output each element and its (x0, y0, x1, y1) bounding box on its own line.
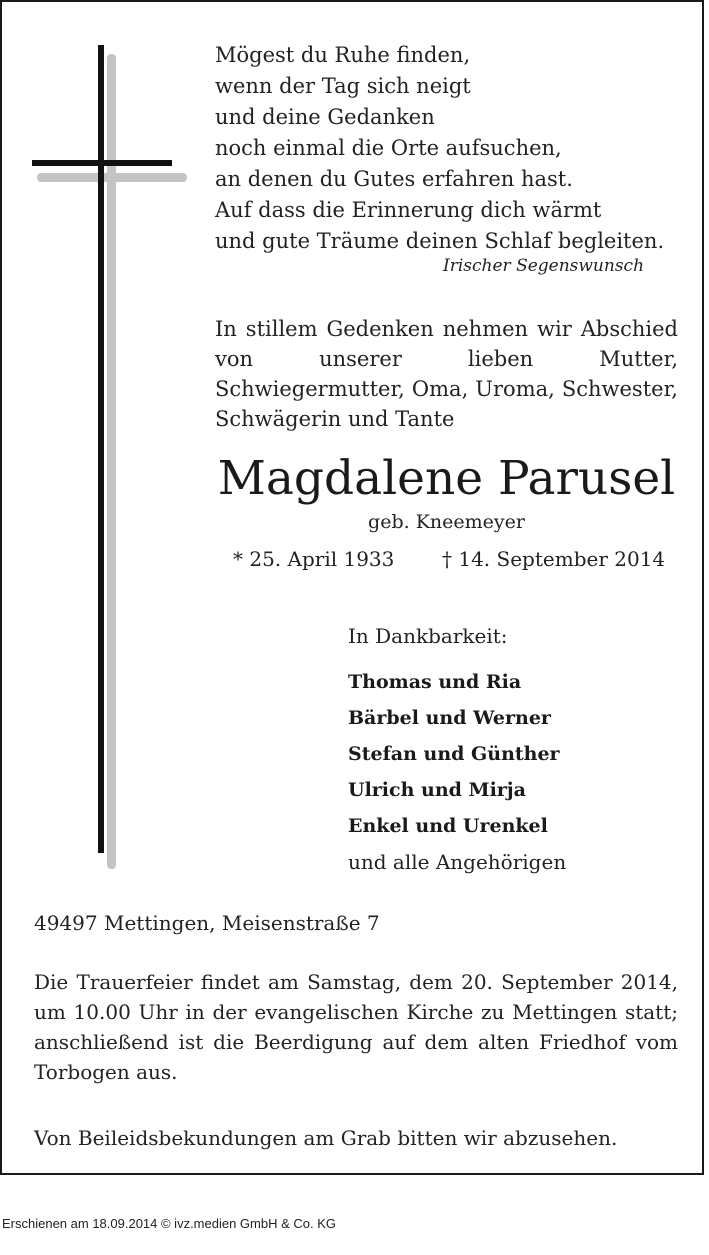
mourner-name: Ulrich und Mirja (348, 779, 526, 801)
mourners-list (348, 664, 566, 880)
condolence-note: Von Beileidsbekundungen am Grab bitten wir abzusehen. (34, 1126, 618, 1150)
mourner-name: Enkel und Urenkel (348, 815, 548, 837)
deceased-name: Magdalene Parusel (217, 451, 676, 506)
cross-horizontal-bar (32, 160, 172, 166)
publication-footer: Erschienen am 18.09.2014 © ivz.medien GmbH & Co. KG (2, 1216, 337, 1231)
poem-line: an denen du Gutes erfahren hast. (215, 167, 573, 191)
maiden-name: geb. Kneemeyer (368, 511, 525, 533)
ceremony-info: Die Trauerfeier findet am Samstag, dem 20. September 2014, um 10.00 Uhr in der evangelischen Kirche zu Mettingen statt; anschließend ist die Beerdigung auf dem alten Friedhof vom Torbogen aus. (34, 970, 678, 1084)
poem-line: noch einmal die Orte aufsuchen, (215, 136, 562, 160)
poem-source: Irischer Segenswunsch (443, 256, 645, 276)
poem-line: und gute Träume deinen Schlaf begleiten. (215, 229, 665, 253)
mourner-name: Thomas und Ria (348, 671, 522, 693)
relatives-line: und alle Angehörigen (348, 850, 567, 874)
farewell-intro: In stillem Gedenken nehmen wir Abschied von unserer lieben Mutter, Schwiegermutter, Oma, Uroma, Schwester, Schwägerin und Tante (215, 317, 678, 431)
cross-shadow-horizontal (37, 173, 187, 182)
death-date: † 14. September 2014 (442, 547, 666, 571)
birth-date: * 25. April 1933 (233, 547, 395, 571)
thanks-heading: In Dankbarkeit: (348, 624, 508, 648)
mourner-name: Bärbel und Werner (348, 707, 551, 729)
poem-line: Mögest du Ruhe finden, (215, 43, 471, 67)
cross-vertical-bar (98, 45, 104, 853)
address: 49497 Mettingen, Meisenstraße 7 (34, 911, 380, 935)
poem-line: wenn der Tag sich neigt (215, 74, 471, 98)
poem (215, 40, 664, 257)
poem-line: und deine Gedanken (215, 105, 435, 129)
poem-line: Auf dass die Erinnerung dich wärmt (215, 198, 602, 222)
mourner-name: Stefan und Günther (348, 743, 560, 765)
